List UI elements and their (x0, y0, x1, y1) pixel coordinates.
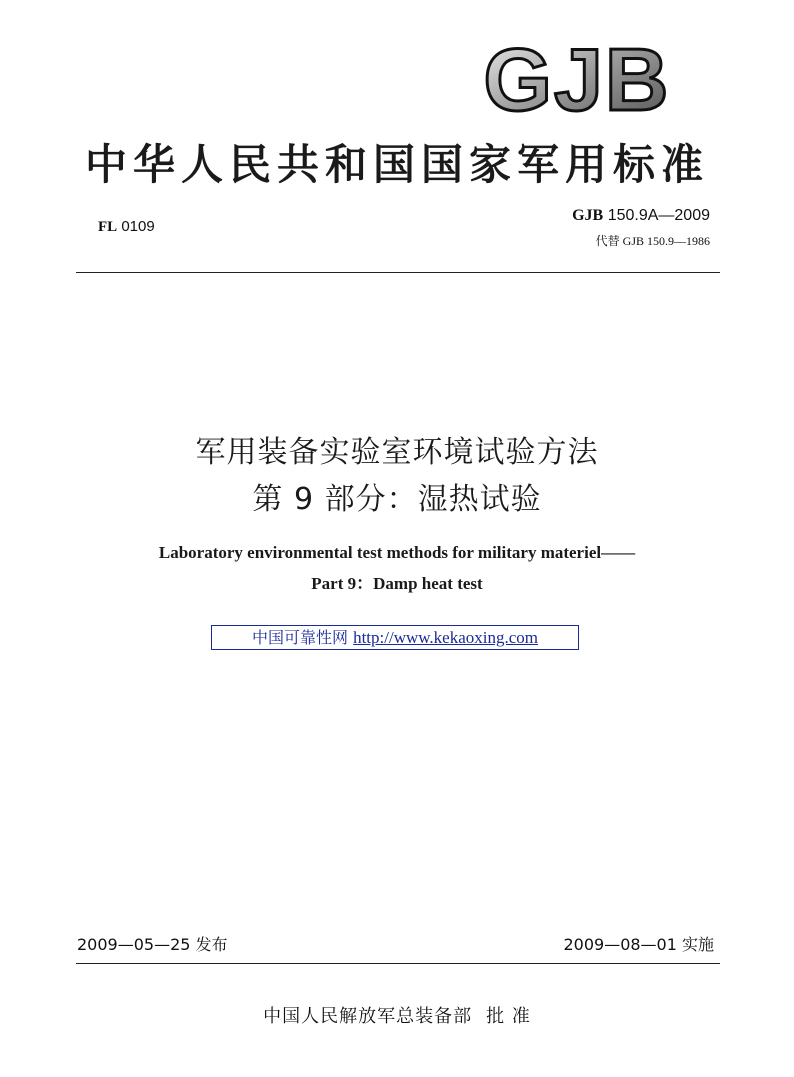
classification-prefix: FL (98, 219, 118, 235)
approval-line (0, 1002, 794, 1028)
replaces-note: 代替 GJB 150.9—1986 (595, 234, 710, 248)
standard-title: 中华人民共和国国家军用标准 (84, 140, 709, 189)
implementation-date: 2009—08—01 实施 (563, 935, 714, 954)
english-title-line-2: Part 9：Damp heat test (311, 574, 483, 593)
standard-code (572, 207, 710, 225)
classification-number: 0109 (121, 218, 155, 235)
standard-code-number: 150.9A—2009 (607, 207, 710, 224)
gjb-logo (470, 38, 685, 118)
top-divider (76, 272, 720, 273)
bottom-divider (76, 963, 720, 964)
standard-code-prefix: GJB (572, 207, 604, 224)
chinese-title-line-1: 军用装备实验室环境试验方法 (195, 435, 599, 470)
svg-text:GJB: GJB (483, 38, 671, 118)
watermark-label: 中国可靠性网 (251, 628, 348, 647)
approval-action: 批 准 (486, 1006, 531, 1027)
watermark-url[interactable]: http://www.kekaoxing.com (353, 628, 539, 647)
classification-code (98, 218, 155, 236)
chinese-title-line-2: 第 9 部分：湿热试验 (252, 482, 542, 517)
watermark-link[interactable] (211, 625, 579, 650)
approving-organization: 中国人民解放军总装备部 (263, 1006, 473, 1027)
english-title-line-1: Laboratory environmental test methods for military materiel—— (158, 543, 636, 562)
issue-date: 2009—05—25 发布 (77, 935, 228, 954)
